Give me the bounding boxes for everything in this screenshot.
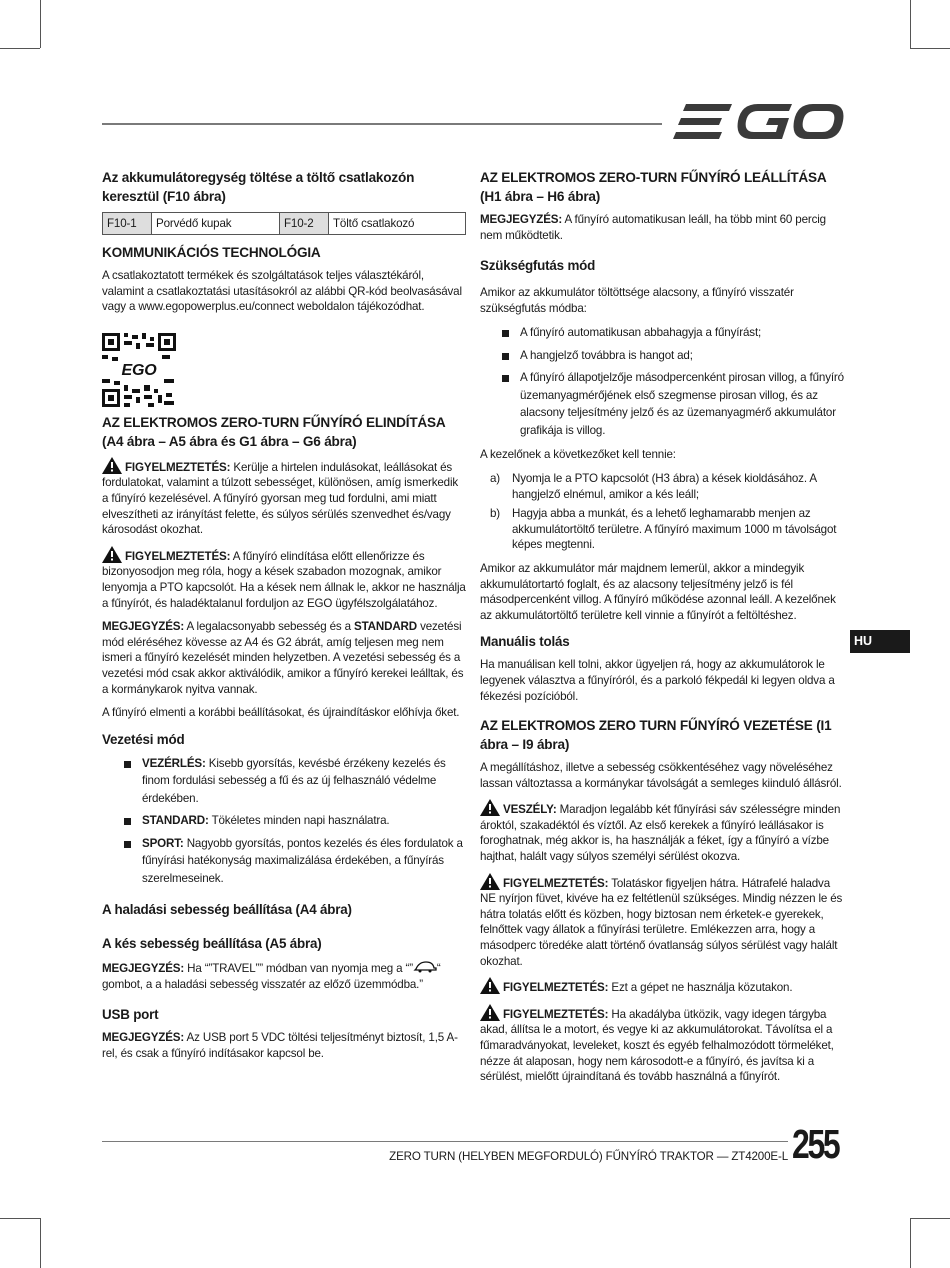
header-rule (102, 123, 662, 125)
battery-depleted-text: Amikor az akkumulátor már majdnem lemerül, akkor a mindegyik akkumulátortartó foglalt, és az alacsony teljesítmény jelző is fél másodpercenként villog. A fűnyíró működése azonnal leáll. A kezelőnek az akkumulátortöltő területre kell vinnie a fűnyírót a feltöltéshez. (480, 561, 836, 622)
warning-paragraph (480, 977, 844, 996)
warning-label: FIGYELMEZTETÉS: (503, 876, 609, 890)
language-tab: HU (850, 630, 910, 653)
footer-rule (102, 1141, 788, 1142)
qr-code-icon (102, 333, 176, 407)
note-label: MEGJEGYZÉS: (102, 1031, 185, 1045)
step-marker: a) (490, 471, 501, 485)
note-text: vezetési mód eléréséhez kövesse az A4 és G2 ábrát, amíg teljesen meg nem ismeri a fűnyíró kezelését minden helyzetben. A vezetési sebesség és a vezetési mód csak akkor aktiválódik, amikor a fűnyíró kerekei leálltak, és a kormánykarok nyitva vannak. (102, 620, 464, 696)
section-title-communication: KOMMUNIKÁCIÓS TECHNOLÓGIA (102, 245, 321, 260)
crop-mark (910, 1218, 911, 1268)
mode-label: SPORT: (142, 836, 184, 850)
note-text: Ha “”TRAVEL”” módban van nyomja meg a “” (184, 962, 413, 976)
operator-intro: A kezelőnek a következőket kell tennie: (480, 448, 676, 462)
note-emphasis: STANDARD (354, 620, 417, 634)
warning-icon (480, 977, 500, 994)
section-title-blade-speed: A kés sebesség beállítása (A5 ábra) (102, 936, 322, 952)
operator-steps (480, 471, 844, 553)
left-column (102, 168, 466, 1070)
crop-mark (910, 1218, 950, 1219)
list-item (102, 835, 466, 888)
danger-label: VESZÉLY: (503, 803, 557, 817)
warning-text: Ezt a gépet ne használja közutakon. (608, 981, 793, 995)
note-text: A legalacsonyabb sebesség és a (184, 620, 354, 634)
warning-icon (480, 799, 500, 816)
list-item (480, 471, 844, 502)
mode-text: Nagyobb gyorsítás, pontos kezelés és éles fordulatok a fűnyírási hatékonyság maximalizálása érdekében, a fűnyírás szerelmeseinek. (142, 836, 463, 885)
warning-paragraph (102, 457, 466, 538)
warning-label: FIGYELMEZTETÉS: (125, 549, 231, 563)
danger-text: Maradjon legalább két fűnyírási sáv szélességre minden ároktól, szakadéktól és víztől. Az első kerekek a fűnyíró leállásakor is foroghatnak, még akkor is, ha használják a féket, így a fűnyíró a vízbe hajthat, halált vagy súlyos személyi sérülést okozva. (480, 803, 841, 864)
mode-label: VEZÉRLÉS: (142, 756, 206, 770)
warning-text: A fűnyíró elindítása előtt ellenőrizze és bizonyosodjon meg róla, hogy a kések szabadon mozognak, amikor lenyomja a PTO kapcsolót. Ha a kések nem állnak le, akkor ne használja a fűnyírót, és haladéktalanul forduljon az EGO ügyfélszolgálatához. (102, 549, 466, 610)
warning-label: FIGYELMEZTETÉS: (503, 981, 609, 995)
ego-logo (672, 100, 844, 144)
list-item: A fűnyíró állapotjelzője másodpercenként pirosan villog, a fűnyíró üzemanyagmérőjének első szegmense pirosan villog, és az alacsony teljesítmény jelző és az üzemanyagmérő akkumulátor grafikája is villog. (480, 369, 844, 439)
mode-text: Tökéletes minden napi használatra. (208, 814, 390, 828)
table-cell-label: Töltő csatlakozó (328, 213, 465, 235)
crop-mark (0, 1218, 40, 1219)
warning-paragraph (480, 1004, 844, 1085)
note-label: MEGJEGYZÉS: (480, 213, 563, 226)
list-item (102, 755, 466, 808)
warning-text: Kerülje a hirtelen indulásokat, leállásokat és fordulatokat, valamint a túlzott sebességet, különösen, amíg ismerkedik a fűnyíró kezelésével. A fűnyíró gyorsan meg tud fordulni, ami miatt elveszítheti az irányítást felette, és súlyos sérülés szenvedhet és/vagy károsodást okozhat. (102, 460, 459, 537)
warning-label: FIGYELMEZTETÉS: (503, 1007, 609, 1021)
mode-text: Kisebb gyorsítás, kevésbé érzékeny kezelés és finom fordulási sebesség a fű és az új felhasználó védelme érdekében. (142, 756, 446, 805)
step-text: Nyomja le a PTO kapcsolót (H3 ábra) a kések kioldásához. A hangjelző elnémul, amikor a kés leáll; (512, 471, 817, 501)
note-paragraph (102, 1030, 466, 1061)
list-item: A fűnyíró automatikusan abbahagyja a fűnyírást; (480, 324, 844, 342)
limp-mode-intro: Amikor az akkumulátor töltöttsége alacsony, a fűnyíró visszatér szükségfutás módba: (480, 286, 794, 315)
table-cell-label: Porvédő kupak (152, 213, 280, 235)
communication-text: A csatlakoztatott termékek és szolgáltatások teljes választékáról, valamint a csatlakoztatási utasításokról az alábbi QR-kód beolvasásával vagy a www.egopowerplus.eu/connect weboldalon tájékozódhat. (102, 269, 462, 314)
manual-push-text: Ha manuálisan kell tolni, akkor ügyeljen rá, hogy az akkumulátorok le legyenek választva a fűnyíróról, és a parkoló fékpedál ki legyen oldva a fékezési pozícióból. (480, 658, 835, 703)
warning-icon (480, 873, 500, 890)
danger-paragraph (480, 799, 844, 864)
section-title-start: AZ ELEKTROMOS ZERO-TURN FŰNYÍRÓ ELINDÍTÁSA (A4 ábra – A5 ábra és G1 ábra – G6 ábra) (102, 414, 446, 449)
note-paragraph (480, 212, 844, 243)
limp-mode-list (480, 324, 844, 439)
driving-mode-list (102, 755, 466, 888)
mode-label: STANDARD: (142, 814, 209, 828)
warning-label: FIGYELMEZTETÉS: (125, 460, 231, 474)
note-text: Az USB port 5 VDC töltési teljesítményt biztosít, 1,5 A-rel, és csak a fűnyíró indításakor kapcsol be. (102, 1031, 458, 1060)
crop-mark (0, 48, 40, 49)
right-column (480, 168, 844, 1093)
warning-paragraph (480, 873, 844, 970)
note-text: “ gombot, a a haladási sebesség visszatér az előző üzemmódba.” (102, 962, 441, 991)
crop-mark (40, 0, 41, 48)
warning-text: Ha akadályba ütközik, vagy idegen tárgyba akad, állítsa le a motort, és vegye ki az akkumulátorokat. Távolítsa el a fűmaradványokat, leveleket, koszt és egyéb felhalmozódott törmeléket, nézze át alaposan, hogy nem károsodott-e a fűnyíró, és javítsa ki a sérülést, mielőtt újraindítaná és tovább használná a fűnyírót. (480, 1007, 834, 1084)
step-text: Hagyja abba a munkát, és a lehető leghamarabb menjen az akkumulátortöltő területre. A fűnyíró maximum 1000 m távolságot képes megtenni. (512, 507, 837, 552)
note-text: A fűnyíró automatikusan leáll, ha több mint 60 percig nem működtetik. (480, 213, 826, 242)
section-title-stop: AZ ELEKTROMOS ZERO-TURN FŰNYÍRÓ LEÁLLÍTÁSA (H1 ábra – H6 ábra) (480, 170, 827, 204)
section-title-driving: AZ ELEKTROMOS ZERO TURN FŰNYÍRÓ VEZETÉSE (I1 ábra – I9 ábra) (480, 718, 832, 753)
section-title-usb: USB port (102, 1007, 159, 1023)
warning-icon (102, 457, 122, 474)
page-number: 255 (792, 1121, 839, 1167)
driving-text: A megállításhoz, illetve a sebesség csökkentéséhez vagy növeléséhez lassan változtassa a kormánykar távolságát a semleges kiinduló állásról. (480, 761, 842, 790)
list-item (102, 812, 466, 830)
crop-mark (40, 1218, 41, 1268)
turtle-icon (413, 961, 437, 973)
note-paragraph (102, 619, 466, 697)
crop-mark (910, 48, 950, 49)
memory-text: A fűnyíró elmenti a korábbi beállításokat, és újraindításkor előhívja őket. (102, 706, 460, 720)
table-cell-code: F10-2 (279, 213, 328, 235)
step-marker: b) (490, 507, 501, 521)
section-title-charging: Az akkumulátoregység töltése a töltő csatlakozón keresztül (F10 ábra) (102, 170, 415, 204)
list-item (480, 506, 844, 553)
section-title-limp-mode: Szükségfutás mód (480, 258, 596, 274)
section-title-driving-mode: Vezetési mód (102, 731, 185, 747)
warning-icon (102, 546, 122, 563)
qr-logo-text: EGO (121, 361, 157, 379)
section-title-manual-push: Manuális tolás (480, 634, 570, 650)
crop-mark (910, 0, 911, 48)
footer-title: ZERO TURN (HELYBEN MEGFORDULÓ) FŰNYÍRÓ TRAKTOR — ZT4200E-L (389, 1150, 788, 1163)
table-cell-code: F10-1 (103, 213, 152, 235)
section-title-travel-speed: A haladási sebesség beállítása (A4 ábra) (102, 902, 352, 918)
warning-paragraph (102, 546, 466, 611)
warning-icon (480, 1004, 500, 1021)
warning-text: Tolatáskor figyeljen hátra. Hátrafelé haladva NE nyírjon füvet, kivéve ha ez feltétlenül szükséges. Mindig nézzen le és hátra tolatás előtt és közben, hogy biztosan nem érketek-e gyerekek, felnőttek vagy állatok a fűnyírási területre. Emlékezzen arra, hogy a másodperc töredéke alatt történő óvatlanság súlyos sérülést vagy halált okozhat. (480, 876, 843, 968)
parts-table (102, 212, 466, 235)
note-paragraph (102, 961, 466, 992)
table-row (103, 213, 466, 235)
list-item: A hangjelző továbbra is hangot ad; (480, 347, 844, 365)
note-label: MEGJEGYZÉS: (102, 620, 185, 634)
note-label: MEGJEGYZÉS: (102, 962, 185, 976)
